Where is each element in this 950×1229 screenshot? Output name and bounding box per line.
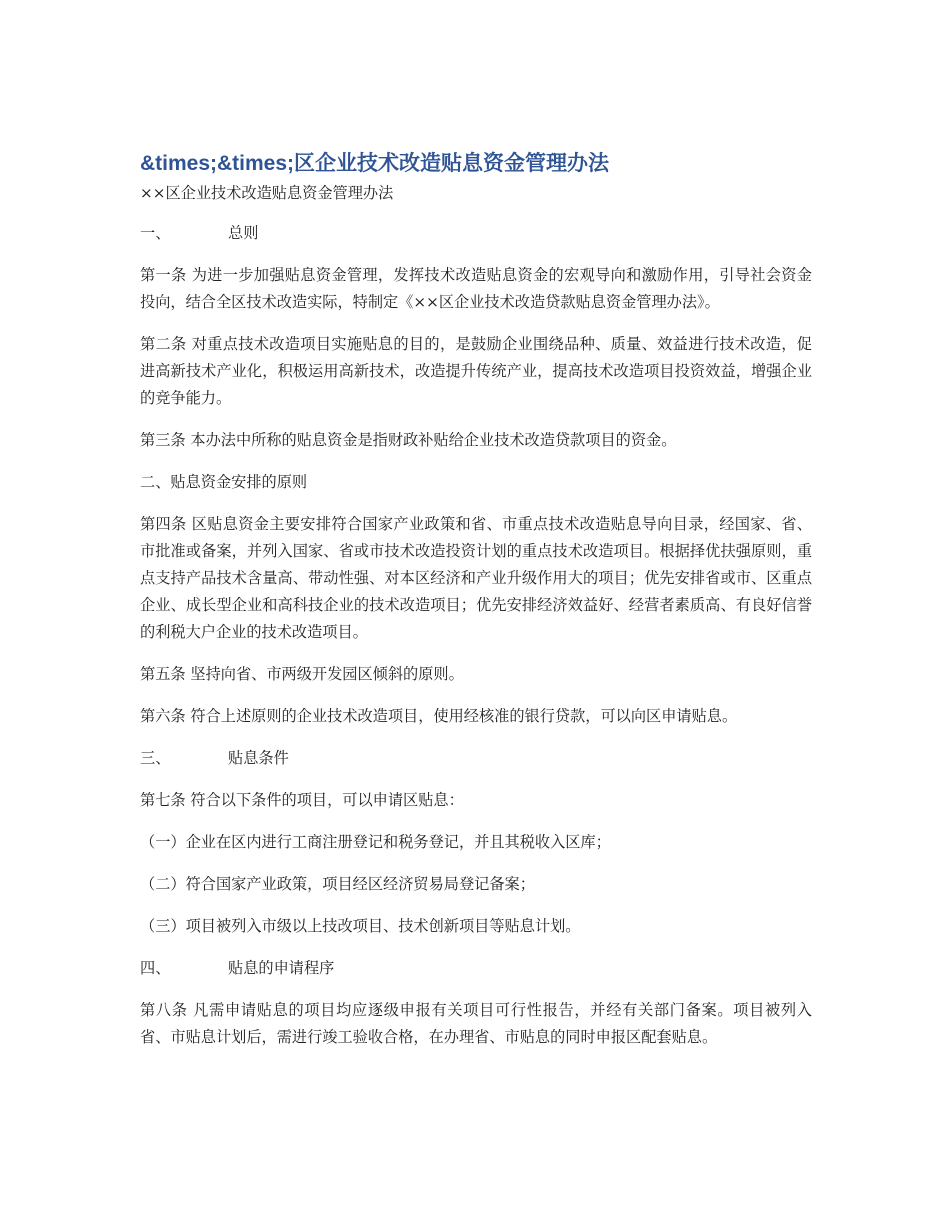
article-3: 第三条 本办法中所称的贴息资金是指财政补贴给企业技术改造贷款项目的资金。 <box>140 431 677 449</box>
article-1: 第一条 为进一步加强贴息资金管理，发挥技术改造贴息资金的宏观导向和激励作用，引导社会资金投向，结合全区技术改造实际，特制定《××区企业技术改造贷款贴息资金管理办法》。 <box>140 266 812 311</box>
section-heading-procedure <box>140 955 812 982</box>
section-number: 四、 <box>140 959 171 977</box>
section-heading-principles: 二、贴息资金安排的原则 <box>140 473 308 491</box>
article-7: 第七条 符合以下条件的项目，可以申请区贴息： <box>140 791 464 809</box>
article-8: 第八条 凡需申请贴息的项目均应逐级申报有关项目可行性报告，并经有关部门备案。项目被列入省、市贴息计划后，需进行竣工验收合格，在办理省、市贴息的同时申报区配套贴息。 <box>140 1001 812 1046</box>
section-title: 贴息条件 <box>228 749 289 767</box>
document-subtitle: ××区企业技术改造贴息资金管理办法 <box>140 184 394 202</box>
document-title: &times;&times;区企业技术改造贴息资金管理办法 <box>140 152 610 175</box>
article-6: 第六条 符合上述原则的企业技术改造项目，使用经核准的银行贷款，可以向区申请贴息。 <box>140 707 738 725</box>
article-2: 第二条 对重点技术改造项目实施贴息的目的，是鼓励企业围绕品种、质量、效益进行技术改造，促进高新技术产业化，积极运用高新技术，改造提升传统产业，提高技术改造项目投资效益，增强企业的竞争能力。 <box>140 335 812 407</box>
condition-item-2: （二）符合国家产业政策，项目经区经济贸易局登记备案； <box>140 875 535 893</box>
document-page <box>140 148 812 1066</box>
article-4: 第四条 区贴息资金主要安排符合国家产业政策和省、市重点技术改造贴息导向目录，经国家、省、市批准或备案，并列入国家、省或市技术改造投资计划的重点技术改造项目。根据择优扶强原则，重点支持产品技术含量高、带动性强、对本区经济和产业升级作用大的项目；优先安排省或市、区重点企业、成长型企业和高科技企业的技术改造项目；优先安排经济效益好、经营者素质高、有良好信誉的利税大户企业的技术改造项目。 <box>140 515 812 641</box>
section-heading-conditions <box>140 745 812 772</box>
section-title: 贴息的申请程序 <box>228 959 335 977</box>
section-title: 总则 <box>228 224 259 242</box>
section-number: 三、 <box>140 749 171 767</box>
section-heading-general <box>140 220 812 247</box>
condition-item-3: （三）项目被列入市级以上技改项目、技术创新项目等贴息计划。 <box>140 917 581 935</box>
article-5: 第五条 坚持向省、市两级开发园区倾斜的原则。 <box>140 665 464 683</box>
section-number: 一、 <box>140 224 171 242</box>
condition-item-1: （一）企业在区内进行工商注册登记和税务登记，并且其税收入区库； <box>140 833 611 851</box>
